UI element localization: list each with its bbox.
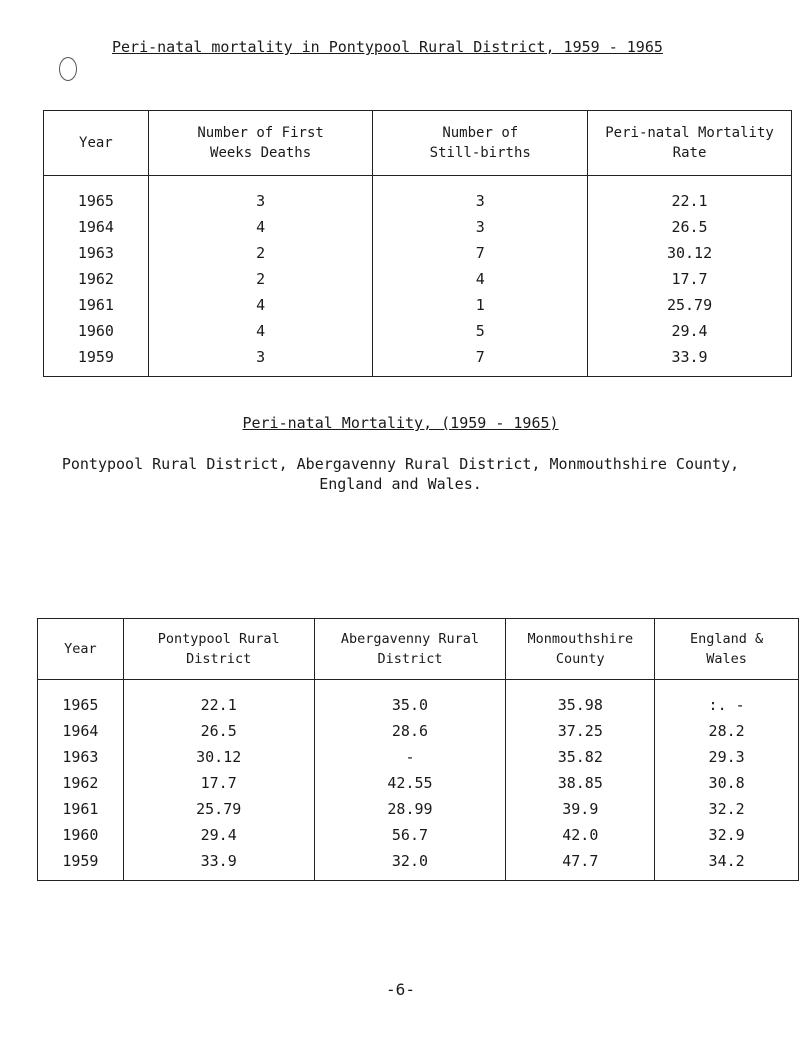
table-row xyxy=(38,848,799,881)
header-pontypool: Pontypool Rural District xyxy=(123,619,314,680)
table-header-row xyxy=(38,619,799,680)
subtitle-line-2: England and Wales. xyxy=(319,475,482,493)
cell-year: 1962 xyxy=(38,770,124,796)
cell-year: 1963 xyxy=(44,240,149,266)
cell-england-wales: 30.8 xyxy=(655,770,799,796)
cell-pontypool: 26.5 xyxy=(123,718,314,744)
cell-first-week-deaths: 4 xyxy=(148,214,373,240)
cell-first-week-deaths: 4 xyxy=(148,292,373,318)
cell-monmouthshire: 42.0 xyxy=(506,822,655,848)
cell-abergavenny: 35.0 xyxy=(314,680,506,719)
cell-pontypool: 30.12 xyxy=(123,744,314,770)
cell-first-week-deaths: 3 xyxy=(148,344,373,377)
cell-mortality-rate: 17.7 xyxy=(588,266,792,292)
table-row xyxy=(38,822,799,848)
cell-still-births: 1 xyxy=(373,292,588,318)
cell-monmouthshire: 35.98 xyxy=(506,680,655,719)
subtitle-line-1: Pontypool Rural District, Abergavenny Rural District, Monmouthshire County, xyxy=(61,455,740,473)
cell-year: 1961 xyxy=(38,796,124,822)
table-row xyxy=(44,176,792,215)
cell-year: 1965 xyxy=(44,176,149,215)
cell-mortality-rate: 26.5 xyxy=(588,214,792,240)
cell-monmouthshire: 39.9 xyxy=(506,796,655,822)
table-row xyxy=(38,770,799,796)
header-mortality-rate: Peri-natal Mortality Rate xyxy=(588,111,792,176)
cell-mortality-rate: 30.12 xyxy=(588,240,792,266)
header-still-births: Number of Still-births xyxy=(373,111,588,176)
cell-abergavenny: 28.6 xyxy=(314,718,506,744)
perinatal-mortality-table xyxy=(43,110,792,377)
cell-year: 1964 xyxy=(44,214,149,240)
table-row xyxy=(44,292,792,318)
cell-still-births: 7 xyxy=(373,240,588,266)
cell-still-births: 3 xyxy=(373,214,588,240)
cell-monmouthshire: 35.82 xyxy=(506,744,655,770)
cell-abergavenny: 32.0 xyxy=(314,848,506,881)
cell-first-week-deaths: 2 xyxy=(148,266,373,292)
cell-abergavenny: - xyxy=(314,744,506,770)
table-row xyxy=(44,240,792,266)
cell-pontypool: 17.7 xyxy=(123,770,314,796)
cell-year: 1960 xyxy=(38,822,124,848)
cell-year: 1964 xyxy=(38,718,124,744)
cell-still-births: 7 xyxy=(373,344,588,377)
cell-still-births: 3 xyxy=(373,176,588,215)
cell-still-births: 5 xyxy=(373,318,588,344)
cell-england-wales: 34.2 xyxy=(655,848,799,881)
header-england-wales: England & Wales xyxy=(655,619,799,680)
cell-england-wales: 32.9 xyxy=(655,822,799,848)
table-row xyxy=(38,718,799,744)
cell-pontypool: 25.79 xyxy=(123,796,314,822)
cell-abergavenny: 42.55 xyxy=(314,770,506,796)
cell-monmouthshire: 37.25 xyxy=(506,718,655,744)
cell-england-wales: 29.3 xyxy=(655,744,799,770)
section-title: Peri-natal Mortality, (1959 - 1965) xyxy=(242,414,559,432)
cell-first-week-deaths: 4 xyxy=(148,318,373,344)
table-row xyxy=(38,744,799,770)
cell-year: 1961 xyxy=(44,292,149,318)
cell-pontypool: 29.4 xyxy=(123,822,314,848)
cell-england-wales: 28.2 xyxy=(655,718,799,744)
cell-pontypool: 22.1 xyxy=(123,680,314,719)
cell-year: 1959 xyxy=(44,344,149,377)
table-row xyxy=(44,266,792,292)
table-header-row xyxy=(44,111,792,176)
page-number: -6- xyxy=(386,980,415,999)
cell-mortality-rate: 22.1 xyxy=(588,176,792,215)
table-row xyxy=(44,318,792,344)
cell-england-wales: 32.2 xyxy=(655,796,799,822)
table-row xyxy=(44,214,792,240)
cell-mortality-rate: 29.4 xyxy=(588,318,792,344)
cell-england-wales: :. - xyxy=(655,680,799,719)
header-year: Year xyxy=(38,619,124,680)
comparison-mortality-table xyxy=(37,618,799,881)
section-subtitle xyxy=(0,454,801,494)
cell-year: 1963 xyxy=(38,744,124,770)
punch-hole-mark xyxy=(59,57,77,81)
page-title: Peri-natal mortality in Pontypool Rural District, 1959 - 1965 xyxy=(112,38,663,56)
table-row xyxy=(38,680,799,719)
header-abergavenny: Abergavenny Rural District xyxy=(314,619,506,680)
cell-still-births: 4 xyxy=(373,266,588,292)
cell-year: 1965 xyxy=(38,680,124,719)
cell-year: 1962 xyxy=(44,266,149,292)
cell-first-week-deaths: 2 xyxy=(148,240,373,266)
cell-monmouthshire: 47.7 xyxy=(506,848,655,881)
header-monmouthshire: Monmouthshire County xyxy=(506,619,655,680)
cell-mortality-rate: 25.79 xyxy=(588,292,792,318)
cell-pontypool: 33.9 xyxy=(123,848,314,881)
cell-year: 1959 xyxy=(38,848,124,881)
cell-first-week-deaths: 3 xyxy=(148,176,373,215)
header-first-week-deaths: Number of First Weeks Deaths xyxy=(148,111,373,176)
header-year: Year xyxy=(44,111,149,176)
cell-abergavenny: 28.99 xyxy=(314,796,506,822)
table-row xyxy=(38,796,799,822)
cell-monmouthshire: 38.85 xyxy=(506,770,655,796)
cell-year: 1960 xyxy=(44,318,149,344)
cell-mortality-rate: 33.9 xyxy=(588,344,792,377)
table-row xyxy=(44,344,792,377)
cell-abergavenny: 56.7 xyxy=(314,822,506,848)
